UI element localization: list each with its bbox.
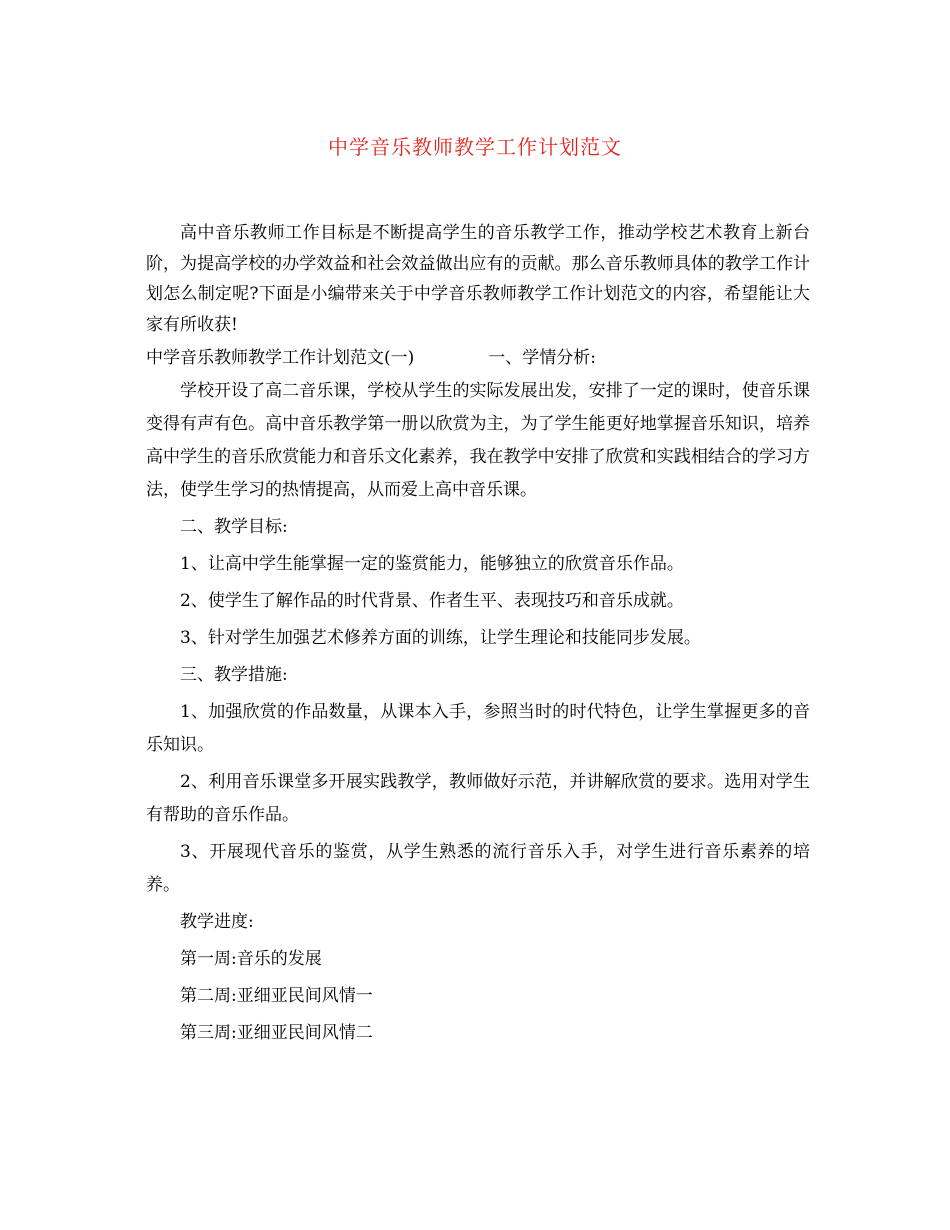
- measure-item: 1、加强欣赏的作品数量，从课本入手，参照当时的时代特色，让学生掌握更多的音乐知识。: [146, 702, 810, 755]
- goal-item: 2、使学生了解作品的时代背景、作者生平、表现技巧和音乐成就。: [180, 591, 684, 611]
- section-heading: 中学音乐教师教学工作计划范文(一): [146, 348, 415, 368]
- part3-heading: 三、教学措施:: [180, 665, 288, 685]
- measure-item: 3、开展现代音乐的鉴赏，从学生熟悉的流行音乐入手，对学生进行音乐素养的培养。: [146, 842, 810, 895]
- measure-item: 2、利用音乐课堂多开展实践教学，教师做好示范，并讲解欣赏的要求。选用对学生有帮助的音乐作品。: [146, 772, 810, 825]
- schedule-item: 第二周:亚细亚民间风情一: [180, 986, 373, 1006]
- part1-body: 学校开设了高二音乐课，学校从学生的实际发展出发，安排了一定的课时，使音乐课变得有声有色。高中音乐教学第一册以欣赏为主，为了学生能更好地掌握音乐知识，培养高中学生的音乐欣赏能力和音乐文化素养，我在教学中安排了欣赏和实践相结合的学习方法，使学生学习的热情提高，从而爱上高中音乐课。: [146, 381, 810, 500]
- part2-heading: 二、教学目标:: [180, 517, 288, 537]
- goal-item: 1、让高中学生能掌握一定的鉴赏能力，能够独立的欣赏音乐作品。: [180, 554, 684, 574]
- intro-paragraph: 高中音乐教师工作目标是不断提高学生的音乐教学工作，推动学校艺术教育上新台阶，为提高学校的办学效益和社会效益做出应有的贡献。那么音乐教师具体的教学工作计划怎么制定呢?下面是小编带来关于中学音乐教师教学工作计划范文的内容，希望能让大家有所收获!: [146, 223, 810, 335]
- goal-item: 3、针对学生加强艺术修养方面的训练，让学生理论和技能同步发展。: [180, 628, 701, 648]
- schedule-item: 第一周:音乐的发展: [180, 949, 322, 969]
- section-heading-line: [146, 342, 810, 375]
- document-title: 中学音乐教师教学工作计划范文: [328, 135, 622, 159]
- schedule-heading: 教学进度:: [180, 912, 254, 932]
- schedule-item: 第三周:亚细亚民间风情二: [180, 1023, 373, 1043]
- part1-heading: 一、学情分析:: [488, 348, 596, 368]
- document-body: [146, 218, 810, 1054]
